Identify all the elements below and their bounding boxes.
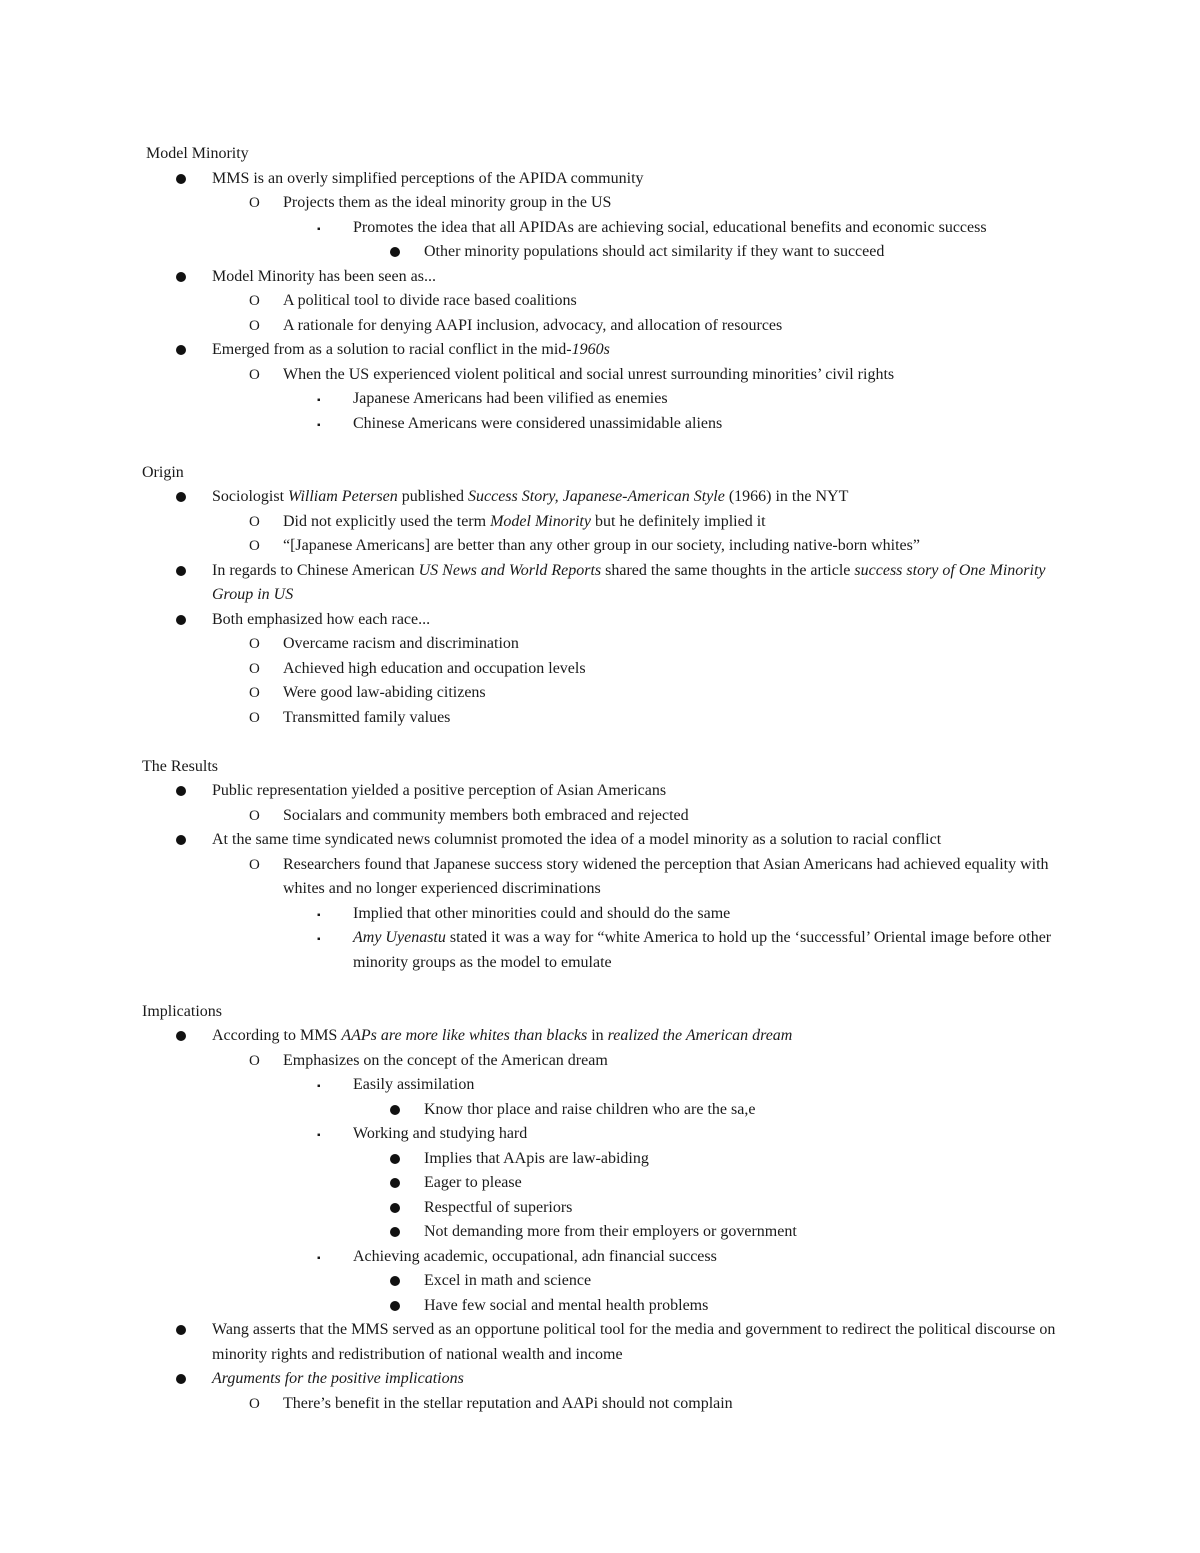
section-heading: Model Minority	[146, 145, 249, 162]
bullet-dot-icon	[176, 174, 186, 184]
list-item-text: Other minority populations should act similarity if they want to succeed	[424, 243, 885, 260]
list-item-text: At the same time syndicated news columnist promoted the idea of a model minority as a solution to racial conflict	[212, 831, 942, 848]
list-marker	[317, 902, 321, 929]
list-item-text: Working and studying hard	[353, 1125, 528, 1142]
list-marker	[176, 559, 186, 585]
list-marker	[390, 1269, 400, 1295]
list-marker	[249, 534, 260, 559]
list-item-text: Achieved high education and occupation levels	[283, 659, 586, 677]
list-marker	[249, 681, 260, 706]
list-marker	[390, 1220, 400, 1246]
list-item-level-3	[0, 1122, 1200, 1147]
list-item-level-4	[0, 1269, 1200, 1294]
bullet-dot-icon	[390, 1203, 400, 1213]
list-item-level-2	[0, 534, 1200, 559]
bullet-dot-icon	[176, 1031, 186, 1041]
list-item-level-2	[0, 314, 1200, 339]
bullet-circle-icon: O	[249, 195, 260, 211]
list-marker	[317, 1073, 321, 1100]
list-item-level-3	[0, 216, 1200, 241]
bullet-square-icon: ▪	[317, 395, 321, 406]
list-item-level-2	[0, 289, 1200, 314]
list-item-text: Have few social and mental health problems	[424, 1296, 709, 1314]
bullet-dot-icon	[390, 1105, 400, 1115]
list-item-text: Model Minority	[490, 512, 591, 530]
list-marker	[390, 1098, 400, 1124]
list-item-text: Chinese Americans were considered unassimidable aliens	[353, 414, 723, 432]
list-item-text: Did not explicitly used the term	[283, 512, 491, 530]
list-item-level-2	[0, 681, 1200, 706]
list-marker	[176, 1024, 186, 1050]
list-item-text: Amy Uyenastu	[353, 929, 446, 946]
list-item-text: Success Story, Japanese-American Style	[468, 488, 725, 505]
list-item-level-4	[0, 1098, 1200, 1123]
bullet-square-icon: ▪	[317, 223, 321, 235]
list-item-level-1	[0, 167, 1200, 192]
bullet-circle-icon: O	[249, 660, 260, 677]
list-item-level-1	[0, 559, 1200, 608]
bullet-square-icon: ▪	[317, 1252, 321, 1264]
list-marker	[249, 853, 260, 878]
list-item-text: In regards to Chinese American	[212, 561, 419, 579]
list-item-text: Know thor place and raise children who are the sa,e	[424, 1100, 756, 1118]
section-gap	[0, 975, 1200, 1000]
list-marker	[390, 1147, 400, 1173]
list-marker	[390, 1196, 400, 1222]
list-marker	[317, 1245, 321, 1272]
bullet-circle-icon: O	[249, 538, 260, 554]
list-item-level-1	[0, 828, 1200, 853]
bullet-dot-icon	[176, 492, 186, 502]
bullet-dot-icon	[390, 1227, 400, 1237]
list-marker	[317, 926, 321, 953]
list-item-level-2	[0, 853, 1200, 902]
list-item-level-2	[0, 657, 1200, 682]
list-marker	[317, 216, 321, 243]
list-item-text: Socialars and community members both embraced and rejected	[283, 806, 689, 824]
list-item-text: Respectful of superiors	[424, 1198, 573, 1216]
list-marker	[249, 191, 260, 216]
list-item-level-1	[0, 1318, 1200, 1367]
bullet-circle-icon: O	[249, 709, 260, 726]
bullet-dot-icon	[176, 615, 186, 625]
list-item-text: Transmitted family values	[283, 708, 451, 726]
list-item-text: Projects them as the ideal minority group in the US	[283, 194, 612, 211]
list-item-level-2	[0, 632, 1200, 657]
list-marker	[249, 1392, 260, 1417]
list-marker	[317, 387, 321, 414]
list-item-level-2	[0, 191, 1200, 216]
bullet-circle-icon: O	[249, 856, 260, 873]
list-marker	[249, 314, 260, 339]
bullet-square-icon: ▪	[317, 419, 321, 431]
list-item-text: William Petersen	[288, 488, 398, 505]
bullet-dot-icon	[176, 345, 186, 355]
list-item-text: Emphasizes on the concept of the American dream	[283, 1051, 608, 1069]
list-marker	[176, 608, 186, 634]
list-item-level-2	[0, 804, 1200, 829]
bullet-circle-icon: O	[249, 317, 260, 334]
list-marker	[249, 804, 260, 829]
list-item-level-2	[0, 510, 1200, 535]
list-item-level-4	[0, 240, 1200, 265]
bullet-circle-icon: O	[249, 807, 260, 824]
list-item-text: stated it was a way for “white America to hold up the ‘successful’ Oriental image before other minority groups as the model to emulate	[353, 929, 1052, 971]
bullet-circle-icon: O	[249, 293, 260, 309]
bullet-dot-icon	[176, 1325, 186, 1335]
bullet-square-icon: ▪	[317, 1130, 321, 1141]
list-item-level-2	[0, 363, 1200, 388]
list-item-text: “[Japanese Americans] are better than any other group in our society, including native-born whites”	[283, 537, 920, 554]
list-item-level-3	[0, 387, 1200, 412]
list-marker	[249, 632, 260, 657]
list-item-text: US News and World Reports	[418, 561, 602, 579]
list-marker	[176, 1367, 186, 1393]
list-item-level-1	[0, 338, 1200, 363]
list-marker	[176, 338, 186, 364]
list-marker	[317, 412, 321, 439]
list-marker	[249, 363, 260, 388]
section-heading: The Results	[142, 757, 218, 775]
list-item-text: Implies that AApis are law-abiding	[424, 1149, 649, 1167]
list-item-text: Overcame racism and discrimination	[283, 635, 519, 652]
list-item-level-4	[0, 1196, 1200, 1221]
list-item-level-2	[0, 706, 1200, 731]
list-item-text: Researchers found that Japanese success story widened the perception that Asian Americans had achieved equality with whites and no longer experienced discriminations	[283, 855, 1049, 897]
list-marker	[249, 657, 260, 682]
list-item-text: AAPs are more like whites than blacks	[341, 1027, 588, 1044]
bullet-circle-icon: O	[249, 366, 260, 383]
list-item-level-3	[0, 902, 1200, 927]
bullet-square-icon: ▪	[317, 1081, 321, 1092]
list-item-text: (1966) in the NYT	[724, 488, 849, 505]
list-item-text: realized the American dream	[607, 1027, 793, 1044]
bullet-dot-icon	[176, 786, 186, 796]
bullet-circle-icon: O	[249, 685, 260, 701]
bullet-dot-icon	[176, 1374, 186, 1384]
list-marker	[249, 706, 260, 731]
bullet-square-icon: ▪	[317, 934, 321, 945]
list-item-level-1	[0, 1024, 1200, 1049]
list-marker	[249, 1049, 260, 1074]
list-item-text: Easily assimilation	[353, 1076, 475, 1093]
list-item-level-1	[0, 608, 1200, 633]
list-item-text: success story of One Minority Group in US	[212, 561, 1046, 603]
list-item-text: published	[397, 488, 468, 505]
bullet-circle-icon: O	[249, 513, 260, 530]
list-item-text: Excel in math and science	[424, 1272, 592, 1289]
bullet-dot-icon	[176, 566, 186, 576]
bullet-dot-icon	[390, 1178, 400, 1188]
list-marker	[317, 1122, 321, 1149]
section-heading: Implications	[142, 1002, 222, 1020]
list-item-text: Public representation yielded a positive perception of Asian Americans	[212, 782, 667, 799]
list-item-text: Emerged from as a solution to racial conflict in the mid-	[212, 341, 572, 358]
bullet-dot-icon	[390, 1154, 400, 1164]
list-item-text: According to MMS	[212, 1027, 342, 1044]
list-item-level-4	[0, 1147, 1200, 1172]
list-item-text: When the US experienced violent political and social unrest surrounding minorities’ civil rights	[283, 365, 895, 383]
bullet-circle-icon: O	[249, 636, 260, 652]
list-item-level-1	[0, 1367, 1200, 1392]
list-item-level-3	[0, 1073, 1200, 1098]
bullet-dot-icon	[390, 1276, 400, 1286]
list-marker	[390, 1171, 400, 1197]
list-item-text: Japanese Americans had been vilified as enemies	[353, 390, 668, 407]
list-item-level-1	[0, 265, 1200, 290]
list-item-level-1	[0, 485, 1200, 510]
document-body	[0, 142, 1200, 1416]
list-item-text: MMS is an overly simplified perceptions of the APIDA community	[212, 169, 644, 187]
bullet-dot-icon	[176, 272, 186, 282]
list-item-text: Promotes the idea that all APIDAs are achieving social, educational benefits and economic success	[353, 218, 987, 236]
list-item-level-3	[0, 1245, 1200, 1270]
list-marker	[176, 485, 186, 511]
section-gap	[0, 730, 1200, 755]
section-heading: Origin	[142, 463, 184, 481]
bullet-circle-icon: O	[249, 1395, 260, 1412]
list-item-level-3	[0, 412, 1200, 437]
list-marker	[390, 1294, 400, 1320]
list-marker	[176, 828, 186, 854]
list-item-text: in	[587, 1027, 608, 1044]
list-item-level-4	[0, 1220, 1200, 1245]
list-item-text: 1960s	[571, 341, 610, 358]
list-marker	[176, 167, 186, 193]
list-marker	[176, 1318, 186, 1344]
list-marker	[390, 240, 400, 266]
list-item-level-2	[0, 1049, 1200, 1074]
list-item-level-4	[0, 1294, 1200, 1319]
list-item-text: Achieving academic, occupational, adn financial success	[353, 1247, 717, 1265]
list-item-text: Both emphasized how each race...	[212, 610, 431, 628]
list-item-level-4	[0, 1171, 1200, 1196]
list-item-text: Not demanding more from their employers or government	[424, 1223, 797, 1240]
list-item-level-1	[0, 779, 1200, 804]
list-item-text: Model Minority has been seen as...	[212, 267, 436, 285]
list-marker	[176, 779, 186, 805]
list-item-text: A rationale for denying AAPI inclusion, advocacy, and allocation of resources	[283, 316, 783, 334]
list-item-text: Wang asserts that the MMS served as an opportune political tool for the media and government to redirect the political discourse on minority rights and redistribution of national wealth and income	[212, 1321, 1056, 1363]
list-item-text: but he definitely implied it	[590, 512, 766, 530]
list-item-text: Eager to please	[424, 1174, 522, 1191]
list-marker	[249, 510, 260, 535]
list-item-text: shared the same thoughts in the article	[601, 561, 855, 579]
list-item-level-3	[0, 926, 1200, 975]
list-item-text: Arguments for the positive implications	[212, 1370, 464, 1387]
list-item-text: Were good law-abiding citizens	[283, 684, 486, 701]
bullet-circle-icon: O	[249, 1052, 260, 1069]
list-item-level-2	[0, 1392, 1200, 1417]
bullet-dot-icon	[390, 1301, 400, 1311]
list-item-text: Sociologist	[212, 488, 289, 505]
list-item-text: A political tool to divide race based coalitions	[283, 292, 577, 309]
bullet-dot-icon	[390, 247, 400, 257]
list-item-text: Implied that other minorities could and should do the same	[353, 904, 731, 922]
list-marker	[176, 265, 186, 291]
bullet-dot-icon	[176, 835, 186, 845]
section-gap	[0, 436, 1200, 461]
list-marker	[249, 289, 260, 314]
list-item-text: There’s benefit in the stellar reputation and AAPi should not complain	[283, 1394, 733, 1412]
bullet-square-icon: ▪	[317, 909, 321, 921]
